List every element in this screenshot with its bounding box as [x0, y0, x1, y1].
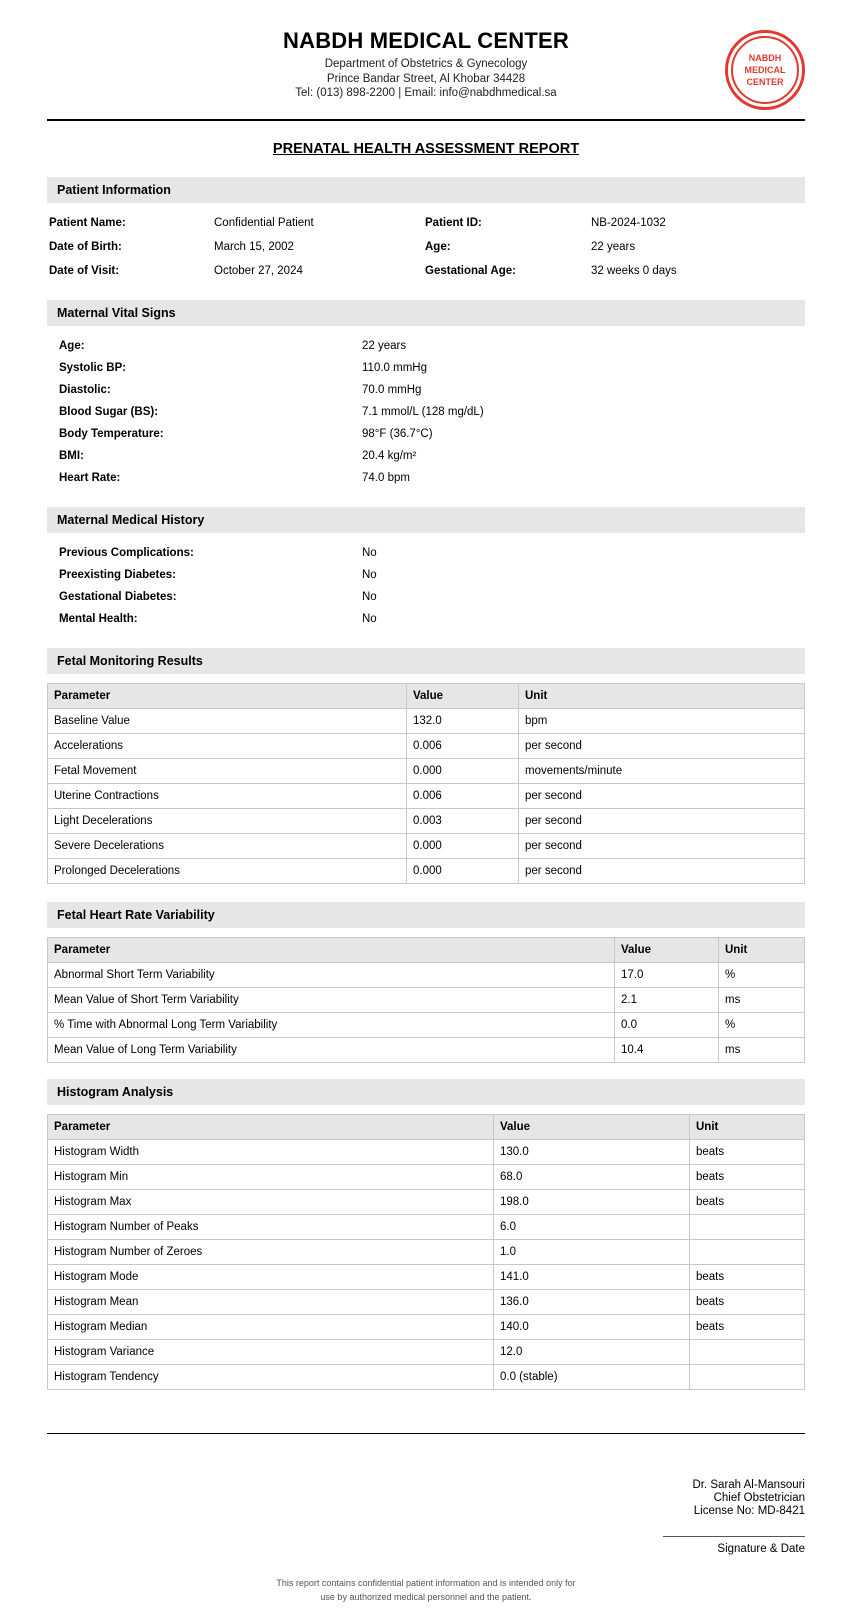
- cell-value: 0.000: [407, 859, 519, 884]
- table-header-row: [48, 684, 805, 709]
- cell-parameter: Light Decelerations: [48, 809, 407, 834]
- cell-value: 1.0: [494, 1240, 690, 1265]
- patient-info-row: [47, 265, 805, 281]
- visit-date-label: Date of Visit:: [49, 265, 120, 277]
- table-row: [48, 988, 805, 1013]
- history-value: No: [362, 569, 377, 581]
- cell-parameter: Histogram Min: [48, 1165, 494, 1190]
- doctor-name: Dr. Sarah Al-Mansouri: [692, 1479, 805, 1491]
- signature-line: [663, 1536, 805, 1537]
- history-label: Previous Complications:: [59, 547, 194, 559]
- table-row: [48, 1340, 805, 1365]
- signer-block: [693, 1479, 806, 1518]
- cell-parameter: Histogram Mode: [48, 1265, 494, 1290]
- patient-info-row: [47, 217, 805, 233]
- vital-value: 7.1 mmol/L (128 mg/dL): [362, 406, 484, 418]
- stamp-line-3: CENTER: [746, 77, 784, 87]
- report-page: [47, 0, 805, 1602]
- cell-value: 0.0: [615, 1013, 719, 1038]
- table-row: [48, 1290, 805, 1315]
- cell-value: 132.0: [407, 709, 519, 734]
- cell-parameter: Mean Value of Short Term Variability: [48, 988, 615, 1013]
- section-maternal-medical-history: Maternal Medical History: [47, 507, 805, 533]
- vital-label: BMI:: [59, 450, 84, 462]
- list-item: [47, 406, 805, 422]
- cell-unit: %: [719, 1013, 805, 1038]
- cell-value: 12.0: [494, 1340, 690, 1365]
- list-item: [47, 472, 805, 488]
- visit-date-value: October 27, 2024: [214, 265, 303, 277]
- fhr-variability-table: [47, 937, 805, 1063]
- history-label: Mental Health:: [59, 613, 138, 625]
- table-row: [48, 734, 805, 759]
- disclaimer-line-1: This report contains confidential patient information and is intended only for: [276, 1578, 576, 1588]
- cell-parameter: Severe Decelerations: [48, 834, 407, 859]
- vital-value: 22 years: [362, 340, 407, 352]
- list-item: [47, 613, 805, 629]
- cell-value: 136.0: [494, 1290, 690, 1315]
- column-header-parameter: Parameter: [48, 938, 615, 963]
- section-maternal-vital-signs: Maternal Vital Signs: [47, 300, 805, 326]
- cell-unit: [690, 1365, 805, 1390]
- cell-parameter: Histogram Median: [48, 1315, 494, 1340]
- cell-value: 10.4: [615, 1038, 719, 1063]
- cell-parameter: Histogram Max: [48, 1190, 494, 1215]
- table-row: [48, 859, 805, 884]
- cell-unit: ms: [719, 988, 805, 1013]
- history-value: No: [362, 547, 377, 559]
- table-row: [48, 759, 805, 784]
- vital-label: Body Temperature:: [59, 428, 164, 440]
- age-value: 22 years: [591, 241, 636, 253]
- table-row: [48, 1165, 805, 1190]
- patient-id-value: NB-2024-1032: [591, 217, 666, 229]
- cell-unit: ms: [719, 1038, 805, 1063]
- history-value: No: [362, 591, 377, 603]
- age-label: Age:: [425, 241, 451, 253]
- letterhead: [47, 0, 805, 120]
- footer-divider: [47, 1433, 805, 1434]
- list-item: [47, 450, 805, 466]
- cell-unit: beats: [690, 1290, 805, 1315]
- cell-unit: [690, 1340, 805, 1365]
- doctor-title: Chief Obstetrician: [713, 1492, 805, 1504]
- cell-unit: per second: [519, 784, 805, 809]
- cell-unit: beats: [690, 1140, 805, 1165]
- vital-value: 74.0 bpm: [362, 472, 410, 484]
- stamp-line-2: MEDICAL: [744, 65, 786, 75]
- cell-parameter: Histogram Tendency: [48, 1365, 494, 1390]
- vital-value: 98°F (36.7°C): [362, 428, 433, 440]
- table-row: [48, 809, 805, 834]
- cell-unit: [690, 1215, 805, 1240]
- table-header-row: [48, 1115, 805, 1140]
- cell-unit: movements/minute: [519, 759, 805, 784]
- table-row: [48, 1240, 805, 1265]
- table-row: [48, 834, 805, 859]
- cell-parameter: Accelerations: [48, 734, 407, 759]
- list-item: [47, 340, 805, 356]
- vital-label: Diastolic:: [59, 384, 111, 396]
- clinic-name: NABDH MEDICAL CENTER: [283, 28, 569, 53]
- cell-unit: bpm: [519, 709, 805, 734]
- report-title: PRENATAL HEALTH ASSESSMENT REPORT: [272, 141, 580, 157]
- cell-unit: beats: [690, 1315, 805, 1340]
- dob-value: March 15, 2002: [214, 241, 294, 253]
- table-row: [48, 1013, 805, 1038]
- table-header-row: [48, 938, 805, 963]
- patient-info-row: [47, 241, 805, 257]
- cell-value: 2.1: [615, 988, 719, 1013]
- section-fhr-variability: Fetal Heart Rate Variability: [47, 902, 805, 928]
- cell-parameter: Prolonged Decelerations: [48, 859, 407, 884]
- confidentiality-disclaimer: [47, 1576, 805, 1604]
- section-patient-information: Patient Information: [47, 177, 805, 203]
- history-label: Gestational Diabetes:: [59, 591, 177, 603]
- doctor-license: License No: MD-8421: [693, 1505, 805, 1517]
- patient-name-value: Confidential Patient: [214, 217, 314, 229]
- cell-unit: %: [719, 963, 805, 988]
- table-row: [48, 1315, 805, 1340]
- table-row: [48, 1265, 805, 1290]
- gestational-age-value: 32 weeks 0 days: [591, 265, 677, 277]
- cell-parameter: Abnormal Short Term Variability: [48, 963, 615, 988]
- column-header-unit: Unit: [690, 1115, 805, 1140]
- disclaimer-line-2: use by authorized medical personnel and the patient.: [320, 1592, 532, 1602]
- cell-value: 0.000: [407, 834, 519, 859]
- list-item: [47, 384, 805, 400]
- header-divider: [47, 119, 805, 121]
- clinic-contact: Tel: (013) 898-2200 | Email: info@nabdhmedical.sa: [295, 87, 557, 99]
- patient-name-label: Patient Name:: [49, 217, 126, 229]
- cell-parameter: Histogram Width: [48, 1140, 494, 1165]
- table-row: [48, 1140, 805, 1165]
- column-header-parameter: Parameter: [48, 1115, 494, 1140]
- patient-id-label: Patient ID:: [425, 217, 482, 229]
- table-row: [48, 709, 805, 734]
- table-row: [48, 1038, 805, 1063]
- cell-value: 198.0: [494, 1190, 690, 1215]
- cell-parameter: Histogram Number of Zeroes: [48, 1240, 494, 1265]
- list-item: [47, 428, 805, 444]
- cell-parameter: Histogram Variance: [48, 1340, 494, 1365]
- cell-value: 6.0: [494, 1215, 690, 1240]
- column-header-value: Value: [615, 938, 719, 963]
- column-header-unit: Unit: [519, 684, 805, 709]
- table-row: [48, 1190, 805, 1215]
- cell-unit: per second: [519, 834, 805, 859]
- table-row: [48, 784, 805, 809]
- history-label: Preexisting Diabetes:: [59, 569, 176, 581]
- clinic-stamp-icon: [725, 30, 805, 110]
- cell-unit: beats: [690, 1165, 805, 1190]
- table-row: [48, 963, 805, 988]
- vital-label: Blood Sugar (BS):: [59, 406, 159, 418]
- table-row: [48, 1215, 805, 1240]
- cell-unit: beats: [690, 1190, 805, 1215]
- vital-label: Heart Rate:: [59, 472, 121, 484]
- cell-parameter: % Time with Abnormal Long Term Variability: [48, 1013, 615, 1038]
- signature-label: Signature & Date: [717, 1543, 805, 1555]
- stamp-line-1: NABDH: [748, 53, 782, 63]
- cell-value: 130.0: [494, 1140, 690, 1165]
- cell-value: 0.003: [407, 809, 519, 834]
- cell-unit: per second: [519, 734, 805, 759]
- section-histogram-analysis: Histogram Analysis: [47, 1079, 805, 1105]
- cell-parameter: Histogram Mean: [48, 1290, 494, 1315]
- column-header-unit: Unit: [719, 938, 805, 963]
- dob-label: Date of Birth:: [49, 241, 122, 253]
- cell-value: 0.006: [407, 784, 519, 809]
- cell-value: 68.0: [494, 1165, 690, 1190]
- vital-value: 20.4 kg/m²: [362, 450, 417, 462]
- cell-value: 17.0: [615, 963, 719, 988]
- column-header-value: Value: [407, 684, 519, 709]
- cell-value: 0.0 (stable): [494, 1365, 690, 1390]
- table-row: [48, 1365, 805, 1390]
- cell-unit: [690, 1240, 805, 1265]
- histogram-table: [47, 1114, 805, 1390]
- column-header-parameter: Parameter: [48, 684, 407, 709]
- cell-value: 0.006: [407, 734, 519, 759]
- cell-parameter: Histogram Number of Peaks: [48, 1215, 494, 1240]
- list-item: [47, 569, 805, 585]
- column-header-value: Value: [494, 1115, 690, 1140]
- cell-value: 141.0: [494, 1265, 690, 1290]
- list-item: [47, 547, 805, 563]
- cell-parameter: Mean Value of Long Term Variability: [48, 1038, 615, 1063]
- cell-parameter: Fetal Movement: [48, 759, 407, 784]
- history-value: No: [362, 613, 377, 625]
- fetal-monitoring-table: [47, 683, 805, 884]
- clinic-address: Prince Bandar Street, Al Khobar 34428: [326, 73, 526, 85]
- cell-unit: per second: [519, 809, 805, 834]
- gestational-age-label: Gestational Age:: [425, 265, 516, 277]
- vital-value: 70.0 mmHg: [362, 384, 422, 396]
- cell-parameter: Baseline Value: [48, 709, 407, 734]
- list-item: [47, 362, 805, 378]
- vital-label: Systolic BP:: [59, 362, 127, 374]
- list-item: [47, 591, 805, 607]
- cell-parameter: Uterine Contractions: [48, 784, 407, 809]
- vital-label: Age:: [59, 340, 85, 352]
- vital-value: 110.0 mmHg: [362, 362, 427, 374]
- cell-unit: beats: [690, 1265, 805, 1290]
- cell-unit: per second: [519, 859, 805, 884]
- cell-value: 140.0: [494, 1315, 690, 1340]
- cell-value: 0.000: [407, 759, 519, 784]
- clinic-department: Department of Obstetrics & Gynecology: [324, 58, 528, 70]
- section-fetal-monitoring: Fetal Monitoring Results: [47, 648, 805, 674]
